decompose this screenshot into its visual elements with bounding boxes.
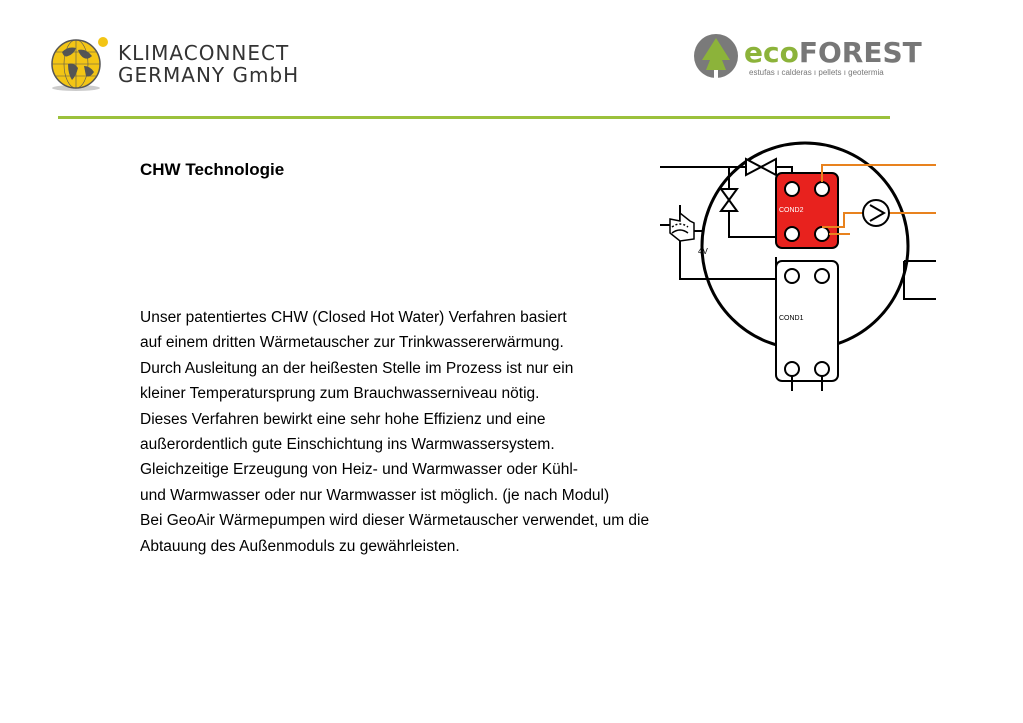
klimaconnect-logo: [48, 30, 348, 92]
body-line: Durch Ausleitung an der heißesten Stelle im Prozess ist nur ein: [140, 359, 574, 377]
body-line: kleiner Temperatursprung zum Brauchwasserniveau nötig.: [140, 385, 540, 403]
header-divider: [58, 116, 890, 119]
body-line: außerordentlich gute Einschichtung ins Warmwassersystem.: [140, 436, 555, 454]
cond1-label: COND1: [779, 315, 804, 322]
body-line: Dieses Verfahren bewirkt eine sehr hohe Effizienz und eine: [140, 410, 546, 428]
pump-icon: [863, 200, 889, 226]
klimaconnect-line2: GERMANY GmbH: [118, 63, 300, 87]
body-line: Gleichzeitige Erzeugung von Heiz- und Warmwasser oder Kühl-: [140, 461, 578, 479]
chw-schematic-diagram: [658, 133, 938, 395]
ecoforest-tagline: estufas ı calderas ı pellets ı geotermia: [749, 68, 884, 77]
valve-label: 4V: [698, 247, 708, 256]
body-line: Bei GeoAir Wärmepumpen wird dieser Wärmetauscher verwendet, um die: [140, 512, 650, 530]
check-valve-icon: [746, 159, 776, 175]
four-way-valve-icon: [670, 213, 694, 241]
globe-icon: [48, 36, 108, 92]
ecoforest-brand-part1: eco: [744, 36, 799, 69]
cond2-label: COND2: [779, 207, 804, 214]
ecoforest-logo: [692, 30, 922, 86]
body-line: Abtauung des Außenmoduls zu gewährleisten.: [140, 537, 460, 555]
body-line: und Warmwasser oder nur Warmwasser ist möglich. (je nach Modul): [140, 486, 610, 504]
leaf-house-icon: [692, 30, 740, 82]
body-line: auf einem dritten Wärmetauscher zur Trinkwassererwärmung.: [140, 334, 564, 352]
ecoforest-brand-part2: FOREST: [798, 36, 922, 69]
klimaconnect-line1: KLIMACONNECT: [118, 41, 290, 65]
ecoforest-wordmark: [744, 38, 922, 68]
page-title: CHW Technologie: [140, 160, 285, 179]
body-paragraph: [140, 305, 649, 559]
expansion-valve-icon: [721, 189, 737, 211]
body-line: Unser patentiertes CHW (Closed Hot Water) Verfahren basiert: [140, 309, 567, 326]
